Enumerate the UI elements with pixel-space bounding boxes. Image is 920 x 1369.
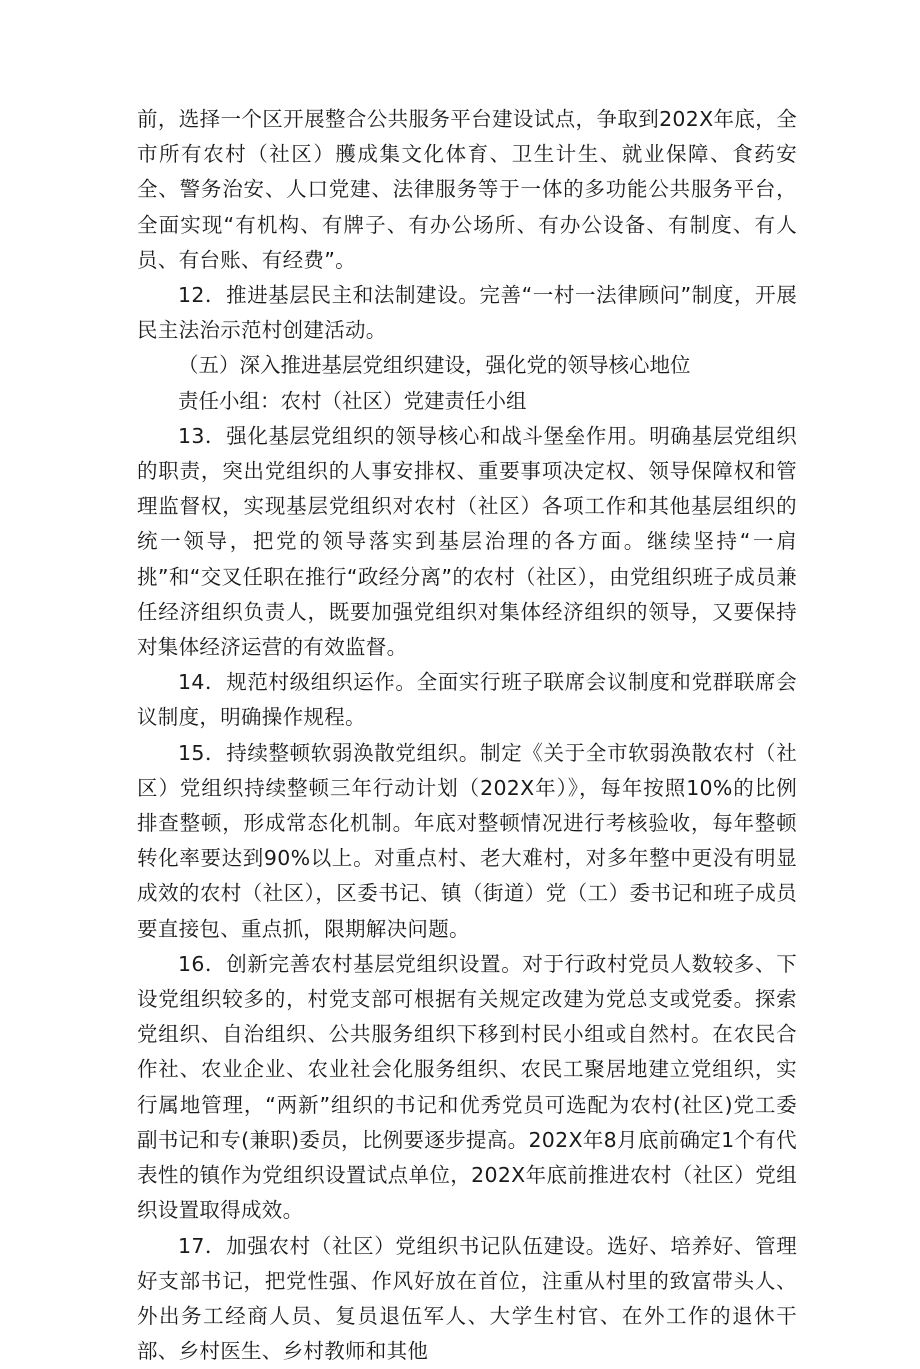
paragraph-item-16: 16．创新完善农村基层党组织设置。对于行政村党员人数较多、下设党组织较多的，村党支部可根据有关规定改建为党总支或党委。探索党组织、自治组织、公共服务组织下移到村民小组或自然村。在农民合作社、农业企业、农业社会化服务组织、农民工聚居地建立党组织，实行属地管理，“两新”组织的书记和优秀党员可选配为农村(社区)党工委副书记和专(兼职)委员，比例要逐步提高。202X年8月底前确定1个有代表性的镇作为党组织设置试点单位，202X年底前推进农村（社区）党组织设置取得成效。	[137, 947, 797, 1229]
responsible-group-line: 责任小组：农村（社区）党建责任小组	[137, 384, 797, 419]
paragraph-item-14: 14．规范村级组织运作。全面实行班子联席会议制度和党群联席会议制度，明确操作规程。	[137, 665, 797, 735]
paragraph-continuation: 前，选择一个区开展整合公共服务平台建设试点，争取到202X年底，全市所有农村（社区）雘成集文化体育、卫生计生、就业保障、食药安全、警务治安、人口党建、法律服务等于一体的多功能公共服务平台，全面实现“有机构、有牌子、有办公场所、有办公设备、有制度、有人员、有台账、有经费”。	[137, 102, 797, 278]
paragraph-item-13: 13．强化基层党组织的领导核心和战斗堡垒作用。明确基层党组织的职责，突出党组织的人事安排权、重要事项决定权、领导保障权和管理监督权，实现基层党组织对农村（社区）各项工作和其他基层组织的统一领导，把党的领导落实到基层治理的各方面。继续坚持“一肩挑”和“交叉任职在推行“政经分离”的农村（社区），由党组织班子成员兼任经济组织负责人，既要加强党组织对集体经济组织的领导，又要保持对集体经济运营的有效监督。	[137, 419, 797, 665]
section-heading: （五）深入推进基层党组织建设，强化党的领导核心地位	[137, 348, 797, 383]
document-page	[137, 102, 797, 1369]
paragraph-item-17: 17．加强农村（社区）党组织书记队伍建设。选好、培养好、管理好支部书记，把党性强、作风好放在首位，注重从村里的致富带头人、外出务工经商人员、复员退伍军人、大学生村官、在外工作的退休干部、乡村医生、乡村教师和其他	[137, 1229, 797, 1369]
paragraph-item-12: 12．推进基层民主和法制建设。完善“一村一法律顾问”制度，开展民主法治示范村创建活动。	[137, 278, 797, 348]
paragraph-item-15: 15．持续整顿软弱涣散党组织。制定《关于全市软弱涣散农村（社区）党组织持续整顿三年行动计划（202X年）》，每年按照10%的比例排查整顿，形成常态化机制。年底对整顿情况进行考核验收，每年整顿转化率要达到90%以上。对重点村、老大难村，对多年整中更没有明显成效的农村（社区），区委书记、镇（街道）党（工）委书记和班子成员要直接包、重点抓，限期解决问题。	[137, 736, 797, 947]
